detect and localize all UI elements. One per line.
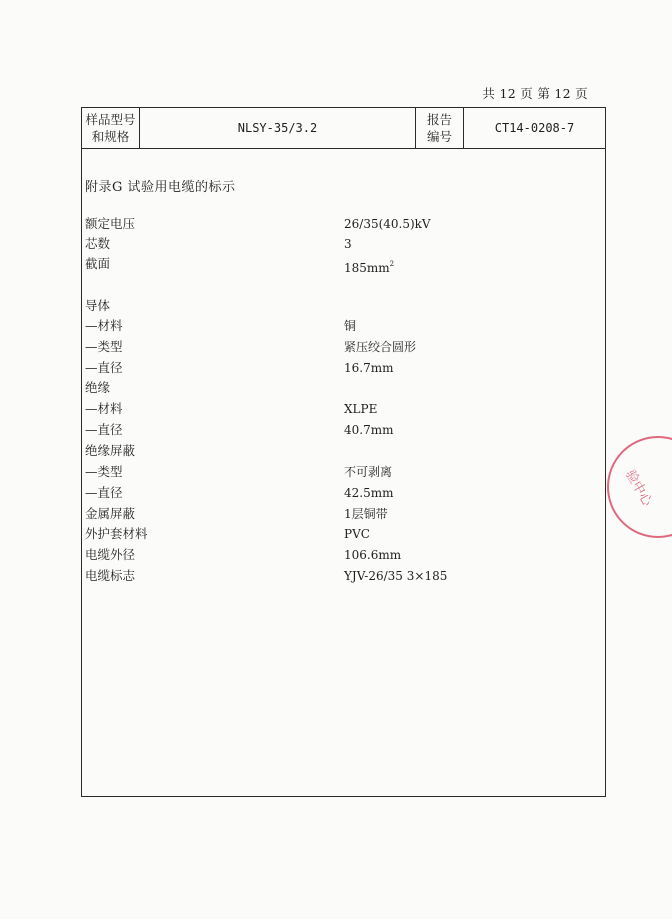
report-label-text: 报告 编号 bbox=[426, 112, 452, 144]
appendix-title: 附录G 试验用电缆的标示 bbox=[85, 180, 236, 195]
spec-label: —类型 bbox=[85, 339, 123, 354]
spec-value: XLPE bbox=[344, 402, 378, 416]
spec-value: 16.7mm bbox=[344, 361, 394, 375]
spec-row bbox=[85, 420, 585, 440]
spec-row bbox=[85, 234, 585, 254]
spec-row bbox=[85, 399, 585, 419]
spec-row bbox=[85, 545, 585, 565]
spec-row bbox=[85, 358, 585, 378]
spec-label: —直径 bbox=[85, 360, 123, 375]
spec-value: 不可剥离 bbox=[344, 465, 393, 479]
spec-value: 铜 bbox=[344, 319, 357, 333]
report-frame bbox=[81, 107, 606, 797]
model-value: NLSY-35/3.2 bbox=[140, 108, 416, 148]
spec-label: 电缆外径 bbox=[85, 547, 136, 562]
spec-label: —直径 bbox=[85, 422, 123, 437]
model-label bbox=[82, 108, 140, 148]
spec-label: —材料 bbox=[85, 318, 123, 333]
spec-value: $185mm^2$ bbox=[344, 260, 395, 275]
spec-label: 额定电压 bbox=[85, 216, 136, 231]
spec-row bbox=[85, 337, 585, 357]
spec-row bbox=[85, 462, 585, 482]
spec-label: 电缆标志 bbox=[85, 568, 136, 583]
spec-row bbox=[85, 316, 585, 336]
spec-row bbox=[85, 441, 585, 461]
spec-row bbox=[85, 483, 585, 503]
spec-value: 42.5mm bbox=[344, 486, 394, 500]
spec-value: PVC bbox=[344, 527, 370, 541]
spec-value: 3 bbox=[344, 237, 352, 251]
page-count: 共 12 页 第 12 页 bbox=[482, 86, 588, 101]
spec-value: 1层铜带 bbox=[344, 507, 388, 521]
spec-row bbox=[85, 254, 585, 274]
spec-label: —直径 bbox=[85, 485, 123, 500]
spec-label: 导体 bbox=[85, 298, 111, 313]
spec-label: 截面 bbox=[85, 256, 111, 271]
spec-value: 紧压绞合圆形 bbox=[344, 340, 417, 354]
svg-text:验中心: 验中心 bbox=[622, 467, 655, 509]
spec-label: —材料 bbox=[85, 401, 123, 416]
spec-label: —类型 bbox=[85, 464, 123, 479]
spec-label: 金属屏蔽 bbox=[85, 506, 136, 521]
stamp-seal bbox=[596, 432, 672, 542]
spec-value: 26/35(40.5)kV bbox=[344, 217, 431, 231]
spec-label: 芯数 bbox=[85, 236, 111, 251]
unit-superscript: 2 bbox=[389, 260, 395, 268]
report-header-table bbox=[82, 108, 605, 149]
spec-label: 绝缘屏蔽 bbox=[85, 443, 136, 458]
spec-row bbox=[85, 524, 585, 544]
model-label-text: 样品型号 和规格 bbox=[85, 112, 136, 144]
spec-row bbox=[85, 378, 585, 398]
spec-row bbox=[85, 566, 585, 586]
spec-label: 绝缘 bbox=[85, 380, 111, 395]
spec-row bbox=[85, 296, 585, 316]
spec-value: 40.7mm bbox=[344, 423, 394, 437]
spec-value: 106.6mm bbox=[344, 548, 402, 562]
spec-label: 外护套材料 bbox=[85, 526, 148, 541]
spec-row bbox=[85, 504, 585, 524]
report-number: CT14-0208-7 bbox=[494, 120, 575, 135]
spec-value: YJV-26/35 3×185 bbox=[344, 569, 448, 583]
report-label bbox=[416, 108, 464, 148]
spec-row bbox=[85, 214, 585, 234]
